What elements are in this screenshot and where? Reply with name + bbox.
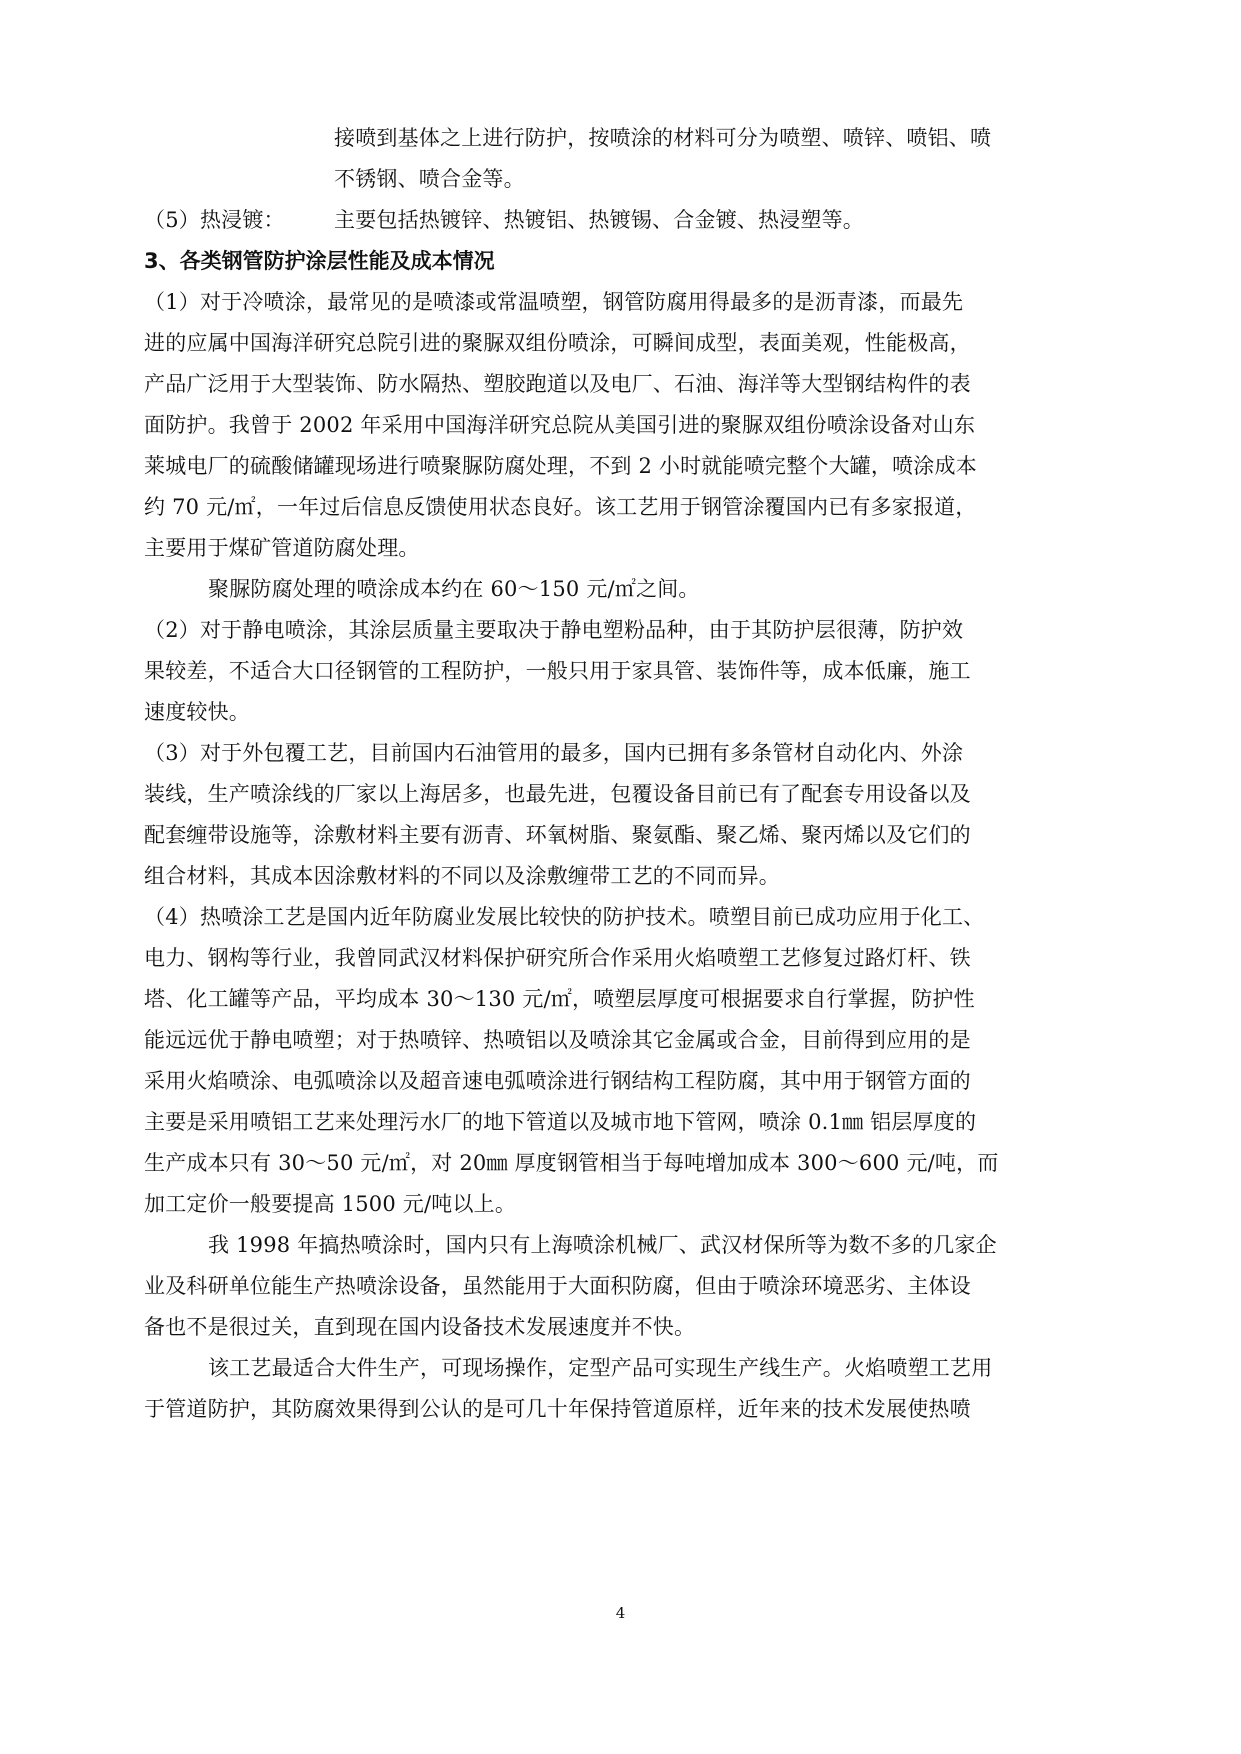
text-line: 进的应属中国海洋研究总院引进的聚脲双组份喷涂，可瞬间成型，表面美观，性能极高， [144, 331, 971, 355]
text-line: 速度较快。 [144, 700, 250, 724]
text-line: 加工定价一般要提高 1500 元/吨以上。 [144, 1192, 517, 1216]
text-line: 莱城电厂的硫酸储罐现场进行喷聚脲防腐处理，不到 2 小时就能喷完整个大罐，喷涂成本 [144, 454, 977, 478]
text-line: 面防护。我曾于 2002 年采用中国海洋研究总院从美国引进的聚脲双组份喷涂设备对山东 [144, 413, 976, 437]
text-line: 备也不是很过关，直到现在国内设备技术发展速度并不快。 [144, 1315, 696, 1339]
text-line: 塔、化工罐等产品，平均成本 30～130 元/㎡，喷塑层厚度可根据要求自行掌握，防护性 [144, 987, 975, 1011]
text-line: 装线，生产喷涂线的厂家以上海居多，也最先进，包覆设备目前已有了配套专用设备以及 [144, 782, 971, 806]
text-line: 约 70 元/㎡，一年过后信息反馈使用状态良好。该工艺用于钢管涂覆国内已有多家报道， [144, 495, 977, 519]
document-body [144, 118, 1114, 1430]
text-line: 组合材料，其成本因涂敷材料的不同以及涂敷缠带工艺的不同而异。 [144, 864, 780, 888]
text-line: （3）对于外包覆工艺，目前国内石油管用的最多，国内已拥有多条管材自动化内、外涂 [144, 741, 964, 765]
text-line: 我 1998 年搞热喷涂时，国内只有上海喷涂机械厂、武汉材保所等为数不多的几家企 [208, 1233, 997, 1257]
text-line: 该工艺最适合大件生产，可现场操作，定型产品可实现生产线生产。火焰喷塑工艺用 [208, 1356, 993, 1380]
text-line: 电力、钢构等行业，我曾同武汉材料保护研究所合作采用火焰喷塑工艺修复过路灯杆、铁 [144, 946, 971, 970]
text-line: 果较差，不适合大口径钢管的工程防护，一般只用于家具管、装饰件等，成本低廉，施工 [144, 659, 971, 683]
text-line: （4）热喷涂工艺是国内近年防腐业发展比较快的防护技术。喷塑目前已成功应用于化工、 [144, 905, 985, 929]
text-line: 采用火焰喷涂、电弧喷涂以及超音速电弧喷涂进行钢结构工程防腐，其中用于钢管方面的 [144, 1069, 971, 1093]
text-line: 接喷到基体之上进行防护，按喷涂的材料可分为喷塑、喷锌、喷铝、喷 [334, 126, 992, 150]
text-line: 主要用于煤矿管道防腐处理。 [144, 536, 420, 560]
text-line: 能远远优于静电喷塑；对于热喷锌、热喷铝以及喷涂其它金属或合金，目前得到应用的是 [144, 1028, 971, 1052]
text-line: 不锈钢、喷合金等。 [334, 167, 525, 191]
text-line: 于管道防护，其防腐效果得到公认的是可几十年保持管道原样，近年来的技术发展使热喷 [144, 1397, 971, 1421]
text-line: 聚脲防腐处理的喷涂成本约在 60～150 元/㎡之间。 [208, 577, 700, 601]
page-number: 4 [615, 1604, 626, 1622]
list-item-hot-dip [144, 200, 1114, 241]
text-line: （1）对于冷喷涂，最常见的是喷漆或常温喷塑，钢管防腐用得最多的是沥青漆，而最先 [144, 290, 964, 314]
text-line: 业及科研单位能生产热喷涂设备，虽然能用于大面积防腐，但由于喷涂环境恶劣、主体设 [144, 1274, 971, 1298]
text-line: 主要是采用喷铝工艺来处理污水厂的地下管道以及城市地下管网，喷涂 0.1㎜ 铝层厚度的 [144, 1110, 977, 1134]
text-line: 生产成本只有 30～50 元/㎡，对 20㎜ 厚度钢管相当于每吨增加成本 300～600 元/吨，而 [144, 1151, 999, 1175]
list-item-text: 主要包括热镀锌、热镀铝、热镀锡、合金镀、热浸塑等。 [334, 208, 864, 232]
text-line: （2）对于静电喷涂，其涂层质量主要取决于静电塑粉品种，由于其防护层很薄，防护效 [144, 618, 964, 642]
list-item-label: （5）热浸镀： [144, 208, 285, 232]
text-line: 配套缠带设施等，涂敷材料主要有沥青、环氧树脂、聚氨酯、聚乙烯、聚丙烯以及它们的 [144, 823, 971, 847]
text-line: 产品广泛用于大型装饰、防水隔热、塑胶跑道以及电厂、石油、海洋等大型钢结构件的表 [144, 372, 971, 396]
section-heading: 3、各类钢管防护涂层性能及成本情况 [144, 249, 495, 273]
